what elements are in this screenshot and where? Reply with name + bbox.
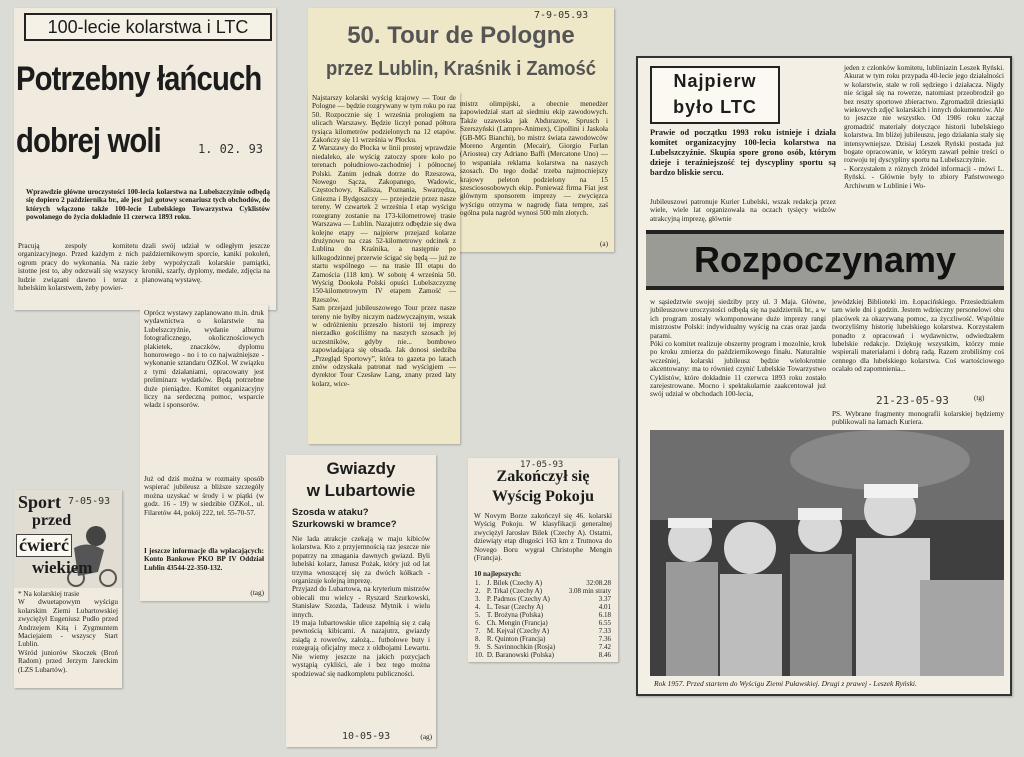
lead-paragraph: Prawie od początku 1993 roku istnieje i działa komitet organizacyjny 100-lecia kolarstwa na Lubelszczyźnie. Skupia spore grono osób, którym dzieje i teraźniejszość tej dyscypliny sportu są bardzo bliskie sercu. (650, 128, 836, 177)
lead-paragraph: Wprawdzie główne uroczystości 100-lecia kolarstwa na Lubelszczyźnie odbędą się dopiero 2 października br., ale jest już gotowy scenariusz tych obchodów, do których włączono także 100-lecie Lubelskiego Towarzystwa Cyklistów powołanego do życia dokładnie 11 czerwca 1893 roku. (26, 188, 270, 222)
column-text: * Na kolarskiej trasie W dwuetapowym wyścigu kolarskim Ziemi Lubartowskiej zwyciężył Eugeniusz Pudło przed Andrzejem Kitą i Zygmuntem Maciejaiem - wszyscy Start Lublin. Wśród juniorów Skoczek (Broń Radom) przed Jerzym Jareckim (LZS Lubartów). (18, 590, 118, 674)
clipping-wyscig-pokoju (468, 458, 618, 662)
title-line-2: było LTC (673, 97, 757, 117)
results-row (474, 635, 612, 643)
historical-photo (650, 430, 1004, 676)
results-rank: 8. (475, 635, 481, 643)
column-text: Już od dziś można w rozmaity sposób wspierać jubileusz a bliższe szczegóły można uzyskać w środy i w piątki (w godz. 16 - 19) w siedzibie OZKol., ul. Filaretów 44, pokój 222, tel. 55-70-57. (144, 475, 264, 517)
signature: (tag) (250, 588, 264, 597)
results-row (474, 587, 612, 595)
series-label: 100-lecie kolarstwa i LTC (47, 17, 249, 37)
title-line-3: ćwierć (16, 534, 72, 557)
title-line-2: przed (32, 512, 72, 529)
handwritten-date: 7-9-05.93 (534, 10, 589, 21)
results-row (474, 595, 612, 603)
column-text: dzali swój udział w odległym jeszcze październikowym sporcie, kaniki pokoleń, żeby wypożyczali kolarskie pamiątki, kroniki, szarfy, dyplomy, medale, zdjęcia na planowaną wystawę. (142, 242, 270, 284)
photo-caption: Rok 1957. Przed startem do Wyścigu Ziemi Puławskiej. Drugi z prawej - Leszek Ryński. (654, 679, 917, 688)
results-time: 32:08.28 (586, 579, 611, 587)
series-label-box (24, 13, 272, 41)
column-text: w sąsiedztwie swojej siedziby przy ul. 3 Maja. Główne, jubileuszowe uroczystości odbędą się na październik br., a w ich program zostały wkomponowane duże imprezy rangi mistrzostw Polski: indywidualny wyścig na czas oraz jazda parami. Póki co komitet realizuje obszerny program i mozolnie, krok po kroku zmierza do październikowego finału. Naturalnie wcześniej, kolarski jubileusz będzie wielokrotnie akcentowany: ma to również czynić Lubelskie Towarzystwo Cyklistów, które dokładnie 11 czerwca 1893 roku zostało zarejestrowane. Mocno i spektakularnie zaakcentował już swój udział w obchodach 100-lecia, (650, 298, 826, 399)
clipping-sport-przed-cwierc-wiekiem (14, 490, 122, 688)
results-time: 6.18 (598, 611, 611, 619)
handwritten-date: 1. 02. 93 (198, 142, 264, 156)
clipping-gwiazdy-w-lubartowie (286, 455, 436, 747)
results-time: 7.42 (598, 643, 611, 651)
title-line-4: wiekiem (32, 558, 93, 577)
column-text: W Novym Borze zakończył się 46. kolarski Wyścig Pokoju. W klasyfikacji generalnej zwyciężył Jarosłav Bilek (Czechy A). Ostatni, dziewiąty etap długości 163 km z Trutnova do Novego Boru wygrał Christophe Mengin (Francja). (474, 512, 612, 563)
headline-line-2: dobrej woli (16, 122, 161, 160)
results-rider: P. Trkal (Czechy A) (486, 587, 543, 595)
results-time: 6.55 (598, 619, 611, 627)
results-heading: 10 najlepszych: (474, 570, 522, 578)
clipping-tour-de-pologne-cont (308, 92, 460, 444)
results-rider: R. Quinton (Francja) (486, 635, 546, 643)
title-line-1: Zakończył się (496, 468, 590, 485)
results-table (474, 579, 612, 659)
column-text: jewódzkiej Biblioteki im. Łopacińskiego. Przesiedziałem tam wiele dni i godzin. Jestem wdzięczny personelowi obu placówek za okazywaną pomoc, za życzliwość. Wspólnie tworzyliśmy historię lubelskiego kolarstwa. Korzystałem ponadto z opracowań i wydawnictw, odwiedzałem lubelskie redakcje. Dziękuję wszystkim, którzy mnie wspierali materiałami i dobrą radą. Razem zrobiliśmy coś cennego dla lubelskiego kolarstwa. Coś wartościowego ocalało od zapomnienia... (832, 298, 1004, 374)
handwritten-date: 21-23-05-93 (876, 394, 949, 407)
results-rank: 5. (475, 611, 481, 619)
results-row (474, 603, 612, 611)
results-rank: 1. (475, 579, 481, 587)
title-box (650, 66, 780, 124)
clipping-najpierw-bylo-ltc (636, 56, 1012, 696)
results-time: 3.37 (598, 595, 611, 603)
results-rank: 4. (475, 603, 481, 611)
column-text: Najstarszy kolarski wyścig krajowy — Tour de Pologne — będzie rozgrywany w tym roku po raz 50. Rozpocznie się 1 września prologiem na ulicach Warszawy. Będzie liczył ponad półtora tysiąca kilometrów podzielonych na 12 etapów. Zakończy się 11 września w Płocku. Z Warszawy do Płocka w linii prostej wprawdzie niedaleko, ale wyścig zatoczy spore koło po terenach południowo-zachodniej i północnej Polski. Zanim jednak dotrze do Rzeszowa, Nowego Sącza, Zakopanego, Wadowic, Częstochowy, Kalisza, Poznania, Swarzędza, Gniezna i Bydgoszczy — przejedzie przez nasze tereny. W czwartek 2 września I etap wyścigu rozegrany zostanie na 173-kilometrowej trasie Warszawa — Lublin. Nazajutrz odbędzie się dwa kolejne etapy — najpierw przejazd kolarze drużynowo na czas 52-kilometrowy odcinek z Lublina do Kraśnika, a następnie po kilkugodzinnej przerwie ścigać się będą — już ze startu wspólnego — na trasie III etapu do Zamościa (118 km). W sobotę 4 września 50. Wyścig Dookoła Polski opuści Lubelszczyznę 150-kilometrowym IV etapem Zamość — Rzeszów. Sam przejazd jubileuszowego Tour przez nasze tereny nie byłby niczym nadzwyczajnym, wszak w odróżnieniu przeszło historii tej imprezy nierzadko gościliśmy na naszych szosach jej uczestników, gdyby nie... bombowo zapowiadająca się obsada. Jak donosi siedziba „Przegląd Sportowy”, która to gazeta po latach znów odzyskała patronat nad wyścigiem — dyrektor Tour Czesław Lang, znany przed laty kolarz, wice- (312, 94, 456, 388)
column-text: Nie lada atrakcje czekają w maju kibiców kolarstwa. Kto z przyjemnością raz jeszcze nie popatrzy na zmagania dawnych gwiazd. Byli lubelski kolarz, Janusz Pożak, który już od lat trzyma wnoszącej się za dwóch kółkach - organizuje kolejną imprezę. Przyjazd do Lubartowa, na kryterium mistrzów obiecali mu wielcy - Ryszard Szurkowski, Stanisław Szozda, Tadeusz Mytnik i wielu innych. 19 maja lubartowskie ulice zapełnią się z całą pewnością kibicami. A nazajutrz, gwiazdy zsiądą z rowerów, założą... futbolowe buty i rozegrają oficjalny mecz z oldbojami Lewartu. Nie wiemy jeszcze na jakich pozycjach wystąpią cykliści, ale i bez tego można spodziewać się nadkompletu publiczności. (292, 535, 430, 678)
title-line-2: Wyścig Pokoju (491, 488, 595, 505)
results-rider: S. Savinnochkin (Rosja) (486, 643, 556, 651)
title-line-1: Gwiazdy (326, 459, 396, 478)
results-rider: M. Kejval (Czechy A) (486, 627, 550, 635)
handwritten-date: 10-05-93 (342, 731, 391, 742)
results-row (474, 643, 612, 651)
results-rank: 7. (475, 627, 481, 635)
results-rank: 3. (475, 595, 481, 603)
results-row (474, 651, 612, 659)
column-text: mistrz olimpijski, a obecnie menedżer zapowiedział start aż siedmiu ekip zawodowych. Także uzawoska jak Abdurazow, Sprusch i Szerszyński (Lampre-Animex), Cipollini i Jaskoła (GB-MG Bianchi), bo mistrz świata zawodowców Moreno Argentin (Mecair), Giorgio Furlan (Ariostea) czy Adriano Baffi (Mercatone Uno) — to wspaniała reklama kolarstwa na naszych szosach. Do tego dodać trzeba najmocniejszy krajowy peleton podzielony na 15 szesciososobowych ekip. Ponieważ firma Fiat jest głównym sponsorem imprezy — zwycięzca wyścigu otrzyma w nagrodę fiata tempre, zaś ogólna pula nagród wynosi 500 mln złotych. (460, 100, 608, 218)
results-time: 8.46 (598, 651, 611, 659)
results-row (474, 579, 612, 587)
results-rider: D. Baranowski (Polska) (486, 651, 554, 659)
signature: (tg) (974, 394, 985, 402)
subtitle-2: Szurkowski w bramce? (292, 519, 397, 530)
article-title-line-2: przez Lublin, Kraśnik i Zamość (326, 58, 596, 80)
results-row (474, 611, 612, 619)
results-rider: J. Bilek (Czechy A) (486, 579, 543, 587)
title-line-1: Najpierw (673, 71, 757, 91)
signature: (ag) (420, 733, 432, 741)
results-row (474, 619, 612, 627)
results-time: 3.08 min straty (568, 587, 611, 595)
ps-note: PS. Wybrane fragmenty monografii kolarskiej będziemy publikowali na łamach Kuriera. (832, 410, 1004, 427)
results-rider: P. Padrnos (Czechy A) (486, 595, 550, 603)
column-text: Oprócz wystawy zaplanowano m.in. druk wydawnictwa o kolarstwie na Lubelszczyźnie, wydanie albumu fotograficznego, okolicznościowych plakietek, znaczków, dyplomu honorowego - no i to co najważniejsze - wykonanie sztandaru OZKol. W związku z tymi działaniami, opracowany jest preliminarz wydatków. Będą potrzebne duże pieniądze. Komitet organizacyjny liczy na serdeczną pomoc, wsparcie władz i sponsorów. (144, 309, 264, 410)
results-rider: T. Brożyna (Polska) (486, 611, 543, 619)
results-time: 7.33 (598, 627, 611, 635)
signature: (a) (600, 239, 608, 248)
article-title-line-1: 50. Tour de Pologne (347, 22, 575, 49)
title-line-2: w Lubartowie (306, 481, 416, 500)
clipping-potrzebny-lancuch (14, 8, 276, 310)
results-rank: 2. (475, 587, 481, 595)
banner (646, 230, 1004, 290)
results-time: 4.01 (598, 603, 611, 611)
handwritten-date: 17-05-93 (520, 460, 564, 470)
account-info: I jeszcze informacje dla wpłacających: Konto Bankowe PKO BP IV Oddział Lublin 43544-22-350-132. (144, 547, 264, 572)
results-rank: 6. (475, 619, 481, 627)
handwritten-date: 7-05-93 (68, 496, 111, 507)
results-rider: Ch. Mengin (Francja) (486, 619, 548, 627)
subtitle-1: Szosda w ataku? (292, 507, 369, 518)
results-time: 7.36 (598, 635, 611, 643)
clipping-potrzebny-lancuch-cont (140, 305, 268, 601)
cyclists-photo-image (650, 430, 1004, 676)
results-rank: 9. (475, 643, 481, 651)
results-rider: L. Tesar (Czechy A) (486, 603, 544, 611)
results-rank: 10. (475, 651, 484, 659)
banner-title: Rozpoczynamy (693, 239, 957, 280)
headline-line-1: Potrzebny łańcuch (16, 60, 262, 98)
column-text: Jubileuszowi patronuje Kurier Lubelski, wszak redakcja przez wiele, wiele lat organizowała na oczach tysięcy widzów atrakcyjną imprezę, głównie (650, 198, 836, 223)
results-row (474, 627, 612, 635)
column-text: Pracują zespoły komitetu organizacyjnego. Przed każdym z nich ogrom pracy do wykonania. Na razie istotne jest to, aby odezwali się wszyscy ludzie związani dawno i teraz z lubelskim kolarstwem, żeby powier- (18, 242, 138, 293)
column-text: jeden z członków komitetu, lubliniazin Leszek Ryński. Akurat w tym roku przypada 40-lecie jego działalności w kolarstwie, stale w roli sędziego i działacza. Nigdy nie ścigał się na rowerze, natomiast przeobrodził go bez reszty sportowe zbieractwo. Zgromadził dziesiątki wiekowych zdjęć kolarskich i innych dokumentów. Ale to jeszcze nie wszystko. Od 1986 roku zaczął gromadzić materiały dotyczące historii lubelskiego kolarstwa. Im bliżej jubileuszu, jego działania stały się intensywniejsze. Dzisiaj Leszek Ryński postada już bogate opracowanie, w którym zawarł pełnie treści o rozwoju tej dyscypliny sportu na Lubelszczyźnie. - Korzystałem z różnych źródeł informacji - mówi L. Ryński. - Głównie były to zbiory Państwowego Archiwum w Lublinie i Wo- (844, 64, 1004, 190)
title-line-1: Sport (18, 492, 62, 512)
